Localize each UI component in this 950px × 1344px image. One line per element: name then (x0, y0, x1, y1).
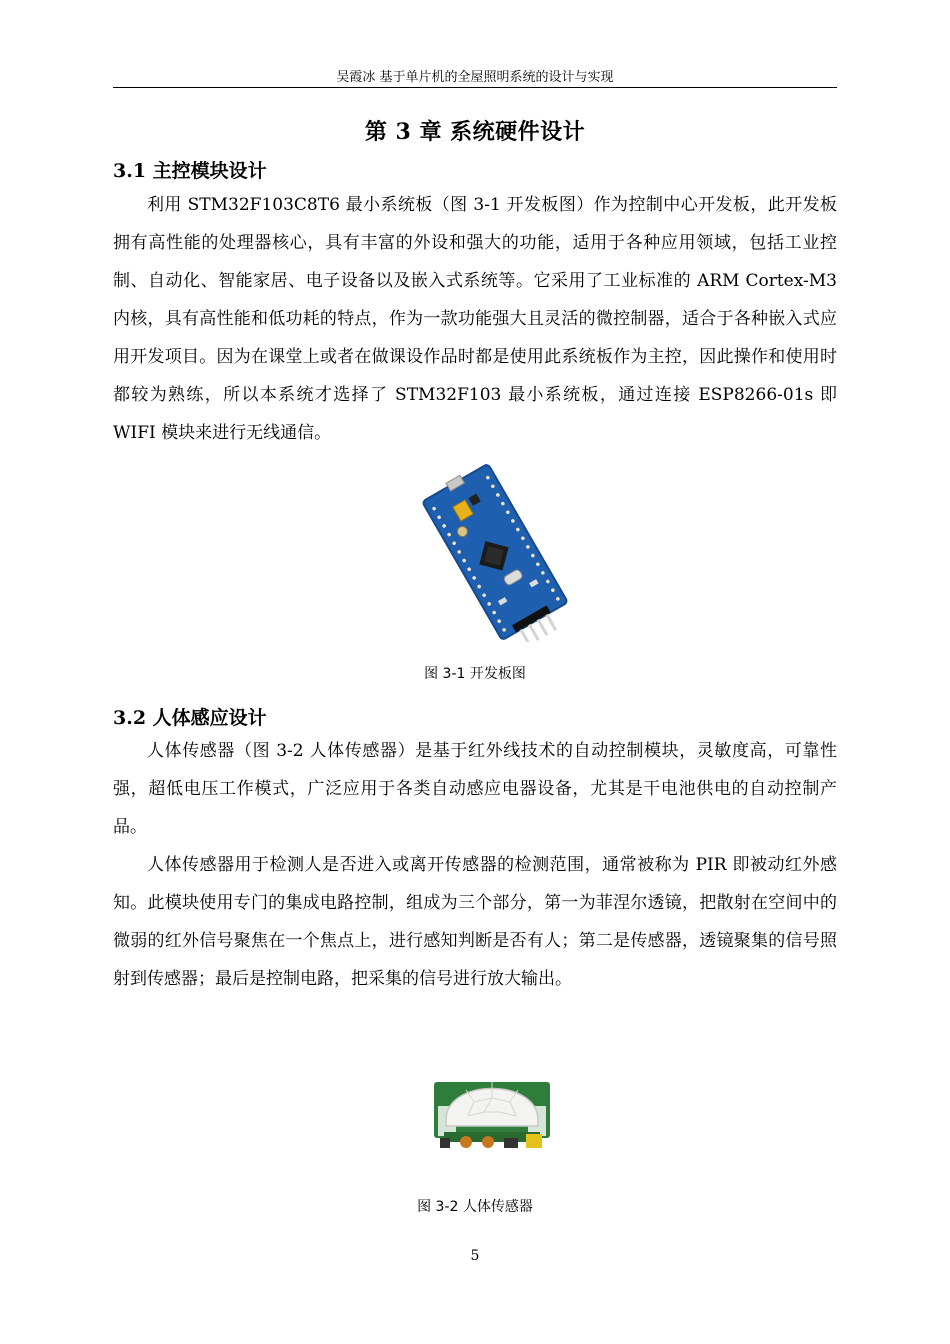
section-3-1-paragraph: 利用 STM32F103C8T6 最小系统板（图 3-1 开发板图）作为控制中心开发板，此开发板拥有高性能的处理器核心，具有丰富的外设和强大的功能，适用于各种应用领域，包括工业控制、自动化、智能家居、电子设备以及嵌入式系统等。它采用了工业标准的 ARM Cortex-M3 内核，具有高性能和低功耗的特点，作为一款功能强大且灵活的微控制器，适合于各种嵌入式应用开发项目。因为在课堂上或者在做课设作品时都是使用此系统板作为主控，因此操作和使用时都较为熟练，所以本系统才选择了 STM32F103 最小系统板，通过连接 ESP8266-01s 即 WIFI 模块来进行无线通信。 (113, 195, 837, 443)
figure-3-2-caption: 图 3-2 人体传感器 (417, 1199, 533, 1215)
dev-board-image (410, 462, 580, 642)
section-heading-3-2: 3.2 人体感应设计 (113, 707, 267, 729)
pir-sensor-figure (430, 1060, 554, 1156)
running-header: 吴霞冰 基于单片机的全屋照明系统的设计与实现 (336, 70, 614, 85)
page-number: 5 (470, 1248, 480, 1264)
section-heading-3-1: 3.1 主控模块设计 (113, 160, 267, 182)
figure-3-1-caption: 图 3-1 开发板图 (424, 666, 526, 682)
section-3-2-paragraph-1: 人体传感器（图 3-2 人体传感器）是基于红外线技术的自动控制模块，灵敏度高，可靠性强，超低电压工作模式，广泛应用于各类自动感应电器设备，尤其是干电池供电的自动控制产品。 (113, 741, 837, 837)
pir-sensor-image (430, 1060, 554, 1156)
section-3-2-paragraph-2: 人体传感器用于检测人是否进入或离开传感器的检测范围，通常被称为 PIR 即被动红外感知。此模块使用专门的集成电路控制，组成为三个部分，第一为菲涅尔透镜，把散射在空间中的微弱的红外信号聚焦在一个焦点上，进行感知判断是否有人；第二是传感器，透镜聚集的信号照射到传感器；最后是控制电路，把采集的信号进行放大输出。 (113, 855, 837, 989)
dev-board-figure (410, 462, 580, 642)
chapter-title: 第 3 章 系统硬件设计 (364, 119, 586, 145)
header-rule (113, 87, 837, 88)
